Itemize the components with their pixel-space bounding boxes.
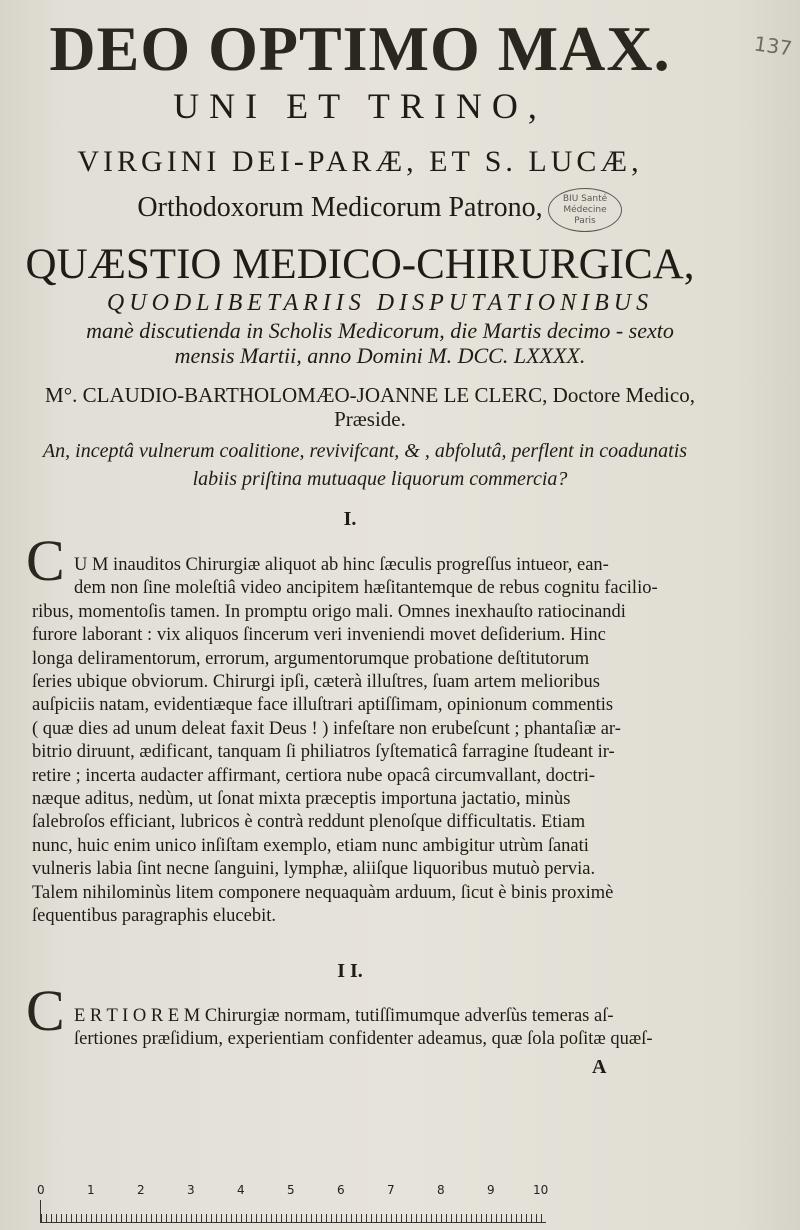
body-line: vulneris labia ſint necne ſanguini, lymphæ, aliiſque liquoribus mutuò pervia. (32, 859, 596, 880)
stamp-line-3: Paris (574, 216, 596, 226)
dedication-line-2: UNI ET TRINO, (173, 86, 547, 126)
body-line: dem non ſine moleſtiâ video ancipitem hæſitantemque de rebus cognitu facilio- (74, 578, 658, 599)
question-line-2: labiis priſtina mutuaque liquorum commercia? (192, 468, 568, 490)
section-2-dropcap: C (26, 978, 65, 1043)
body-line: auſpiciis natam, evidentiæque face illuſtrari aptiſſimam, opinionum commentis (32, 695, 614, 716)
handwritten-page-number: 137 (752, 31, 794, 61)
scale-ruler (40, 1200, 546, 1223)
body-line: ſeries ubique obviorum. Chirurgi ipſi, cæterà illuſtres, ſuam artem melioribus (32, 672, 600, 692)
title-line-1: QUÆSTIO MEDICO-CHIRURGICA, (25, 241, 695, 288)
title-line-3: manè discutienda in Scholis Medicorum, die Martis decimo - sexto (86, 318, 674, 343)
president-line-1: M°. CLAUDIO-BARTHOLOMÆO-JOANNE LE CLERC, Doctore Medico, (45, 383, 695, 407)
body-line: retire ; incerta audacter affirmant, certiora nube opacâ circumvallant, doctri- (32, 765, 596, 786)
dedication-line-1: DEO OPTIMO MAX. (49, 13, 671, 84)
body-line: U M inauditos Chirurgiæ aliquot ab hinc ſæculis progreſſus intueor, ean- (74, 555, 609, 575)
body-line: E R T I O R E M Chirurgiæ normam, tutiſſimumque adverſùs temeras aſ- (74, 1006, 614, 1026)
catchword: A (592, 1056, 607, 1078)
stamp-line-1: BIU Santé (562, 194, 608, 204)
body-line: ( quæ dies ad unum deleat faxit Deus ! ) infeſtare non erubeſcunt ; phantaſiæ ar- (32, 718, 621, 739)
body-line: næque aditus, nedùm, ut ſonat mixta præceptis importuna jactatio, minùs (32, 789, 571, 809)
ruler-label: 8 (437, 1183, 445, 1197)
body-line: ſertiones præſidium, experientiam confidenter adeamus, quæ ſola poſitæ quæſ- (74, 1029, 653, 1050)
ruler-label: 0 (37, 1183, 45, 1197)
ruler-label: 2 (137, 1183, 145, 1197)
dedication-line-4: Orthodoxorum Medicorum Patrono, (137, 192, 543, 223)
body-line: nunc, huic enim unico inſiſtam exemplo, etiam nunc ambigitur utrùm ſanati (32, 835, 589, 856)
ruler-label: 6 (337, 1183, 345, 1197)
president-line-2: Præside. (334, 407, 406, 431)
ruler-label: 10 (533, 1183, 549, 1197)
question-line-1: An, inceptâ vulnerum coalitione, revivifcant, & , abfolutâ, perflent in coadunatis (42, 440, 688, 462)
body-line: bitrio diruunt, ædificant, tanquam ſi philiatros ſyſtematicâ farragine ſtudeant ir- (32, 742, 615, 763)
body-line: ribus, momentoſis tamen. In promptu origo mali. Omnes inexhauſto ratiocinandi (32, 601, 626, 622)
body-line: longa deliramentorum, errorum, argumentorumque probatione deſtitutorum (32, 648, 590, 669)
ruler-label: 4 (237, 1183, 245, 1197)
ruler-label: 9 (487, 1183, 495, 1197)
section-1-numeral: I. (343, 508, 357, 530)
title-line-4: mensis Martii, anno Domini M. DCC. LXXXX. (174, 343, 586, 368)
section-2-numeral: I I. (337, 960, 363, 982)
stamp-line-2: Médecine (563, 205, 607, 215)
title-line-2: QUODLIBETARIIS DISPUTATIONIBUS (106, 290, 654, 316)
section-1-dropcap: C (26, 528, 65, 593)
ruler-label: 3 (187, 1183, 195, 1197)
body-line: furore laborant : vix aliquos ſincerum veri inveniendi movet deſiderium. Hinc (32, 625, 606, 646)
dedication-line-3: VIRGINI DEI-PARÆ, ET S. LUCÆ, (77, 145, 643, 178)
body-line: Talem nihilominùs litem componere nequaquàm arduum, ſicut è binis proximè (32, 882, 614, 903)
ruler-label: 7 (387, 1183, 395, 1197)
ruler-label: 5 (287, 1183, 295, 1197)
library-stamp (548, 188, 622, 232)
ruler-label: 1 (87, 1183, 95, 1197)
body-line: ſequentibus paragraphis elucebit. (32, 906, 277, 926)
body-line: ſalebroſos efficiant, lubricos è contrà reddunt plenoſque difficultatis. Etiam (32, 812, 586, 833)
